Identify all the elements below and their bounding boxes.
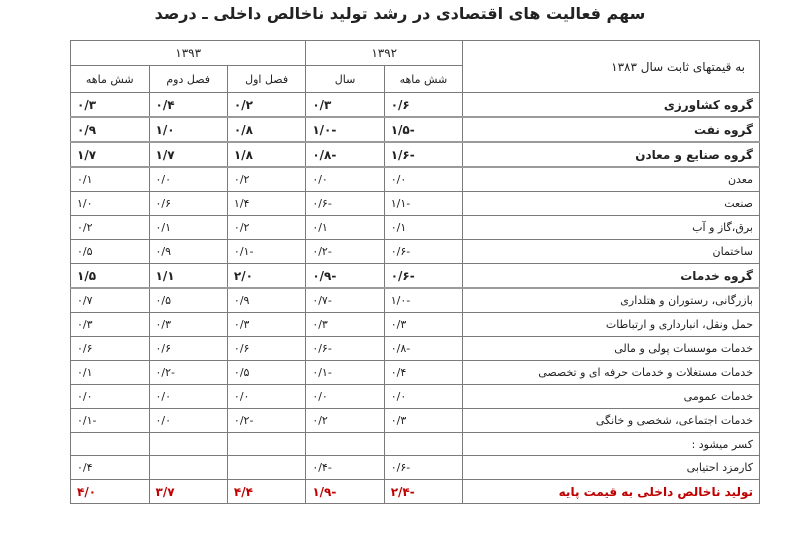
cell-value: ۰/۳ (71, 313, 150, 337)
cell-value: -۰/۶ (384, 240, 462, 264)
cell-value: ۰/۴ (71, 456, 150, 480)
page-title: سهم فعالیت های اقتصادی در رشد تولید ناخالص داخلی ـ درصد (154, 4, 646, 23)
cell-value: -۱/۵ (384, 117, 462, 142)
cell-value: -۰/۲ (227, 409, 305, 433)
cell-value: ۰/۵ (227, 361, 305, 385)
cell-value: ۰/۷ (71, 288, 150, 313)
table-row (71, 117, 760, 142)
cell-value: ۰/۶ (71, 337, 150, 361)
cell-value: -۱/۰ (384, 288, 462, 313)
table-row (71, 167, 760, 192)
cell-value: ۰/۵ (71, 240, 150, 264)
row-label: برق،گاز و آب (463, 216, 760, 240)
row-label: بازرگانی، رستوران و هتلداری (463, 288, 760, 313)
table-row (71, 240, 760, 264)
cell-value: -۰/۸ (384, 337, 462, 361)
cell-value: ۰/۱ (306, 216, 384, 240)
row-label: خدمات اجتماعی، شخصی و خانگی (463, 409, 760, 433)
cell-value (149, 456, 227, 480)
row-label: حمل ونقل، انبارداری و ارتباطات (463, 313, 760, 337)
cell-value: ۰/۲ (227, 216, 305, 240)
row-label: ساختمان (463, 240, 760, 264)
cell-value: ۰/۵ (149, 288, 227, 313)
table-row (71, 361, 760, 385)
cell-value: ۱/۰ (149, 117, 227, 142)
cell-value: ۰/۸ (227, 117, 305, 142)
cell-value: ۰/۳ (306, 93, 384, 118)
cell-value: ۱/۷ (149, 142, 227, 167)
total-value: ۴/۴ (227, 480, 305, 504)
cell-value: -۰/۶ (306, 337, 384, 361)
table-row (71, 337, 760, 361)
header-year-1393: ۱۳۹۳ (71, 41, 306, 66)
table-row (71, 409, 760, 433)
row-label: کارمزد احتیابی (463, 456, 760, 480)
table-row (71, 93, 760, 118)
cell-value: ۰/۳ (71, 93, 150, 118)
cell-value: ۰/۰ (71, 385, 150, 409)
cell-value: ۰/۳ (384, 313, 462, 337)
cell-value: ۲/۰ (227, 264, 305, 289)
cell-value: -۰/۶ (384, 456, 462, 480)
deduct-row (71, 433, 760, 456)
cell-value: ۰/۱ (384, 216, 462, 240)
cell-value: ۰/۰ (227, 385, 305, 409)
total-value: ۴/۰ (71, 480, 150, 504)
cell-value: ۰/۳ (227, 313, 305, 337)
cell-value: ۰/۰ (149, 385, 227, 409)
cell-value: ۰/۳ (306, 313, 384, 337)
cell-value: ۰/۲ (227, 167, 305, 192)
cell-value: ۰/۰ (306, 167, 384, 192)
cell-value: ۱/۷ (71, 142, 150, 167)
fisim-row (71, 456, 760, 480)
table-row (71, 216, 760, 240)
total-label: تولید ناخالص داخلی به قیمت پایه (463, 480, 760, 504)
row-label: گروه صنایع و معادن (463, 142, 760, 167)
row-label: خدمات مستغلات و خدمات حرفه ای و تخصصی (463, 361, 760, 385)
cell-value: ۰/۲ (306, 409, 384, 433)
cell-value: ۰/۲ (71, 216, 150, 240)
cell-value: ۰/۶ (227, 337, 305, 361)
table-row (71, 142, 760, 167)
table-row (71, 313, 760, 337)
cell-value: -۰/۶ (306, 192, 384, 216)
cell-value: ۰/۰ (149, 409, 227, 433)
cell-value: ۰/۴ (384, 361, 462, 385)
cell-value: ۰/۰ (384, 167, 462, 192)
cell-value: ۰/۱ (71, 361, 150, 385)
cell-value: ۱/۵ (71, 264, 150, 289)
cell-value: -۱/۰ (306, 117, 384, 142)
table-row (71, 264, 760, 289)
header-1393-six-month: شش ماهه (71, 66, 150, 93)
cell-value: ۱/۸ (227, 142, 305, 167)
cell-value: ۰/۰ (306, 385, 384, 409)
header-1393-q1: فصل اول (227, 66, 305, 93)
row-label: صنعت (463, 192, 760, 216)
table-row (71, 192, 760, 216)
row-label: معدن (463, 167, 760, 192)
cell-value: -۰/۹ (306, 264, 384, 289)
cell-value: ۰/۴ (149, 93, 227, 118)
cell-value: -۰/۷ (306, 288, 384, 313)
row-label: خدمات موسسات پولی و مالی (463, 337, 760, 361)
cell-value: ۱/۱ (149, 264, 227, 289)
cell-value: ۰/۳ (384, 409, 462, 433)
header-corner: به قیمتهای ثابت سال ۱۳۸۳ (463, 41, 760, 93)
cell-value: -۰/۸ (306, 142, 384, 167)
cell-value: ۰/۰ (149, 167, 227, 192)
gdp-contribution-table (70, 40, 760, 504)
row-label: خدمات عمومی (463, 385, 760, 409)
total-value: ۳/۷ (149, 480, 227, 504)
total-value: -۱/۹ (306, 480, 384, 504)
cell-value: ۰/۶ (149, 192, 227, 216)
cell-value: -۰/۱ (306, 361, 384, 385)
header-year-1392: ۱۳۹۲ (306, 41, 463, 66)
cell-value: -۰/۱ (71, 409, 150, 433)
cell-value (227, 456, 305, 480)
cell-value: -۰/۴ (306, 456, 384, 480)
header-1393-q2: فصل دوم (149, 66, 227, 93)
cell-value: ۱/۴ (227, 192, 305, 216)
cell-value: ۰/۶ (384, 93, 462, 118)
total-row (71, 480, 760, 504)
table-row (71, 385, 760, 409)
header-1392-six-month: شش ماهه (384, 66, 462, 93)
cell-value: -۰/۲ (306, 240, 384, 264)
deduct-label: کسر میشود : (463, 433, 760, 456)
cell-value: -۱/۱ (384, 192, 462, 216)
cell-value: ۰/۹ (227, 288, 305, 313)
table-row (71, 288, 760, 313)
row-label: گروه نفت (463, 117, 760, 142)
cell-value: -۱/۶ (384, 142, 462, 167)
cell-value: ۰/۹ (149, 240, 227, 264)
cell-value: -۰/۱ (227, 240, 305, 264)
cell-value: ۰/۶ (149, 337, 227, 361)
cell-value: ۰/۲ (227, 93, 305, 118)
cell-value: -۰/۶ (384, 264, 462, 289)
header-1392-year: سال (306, 66, 384, 93)
row-label: گروه خدمات (463, 264, 760, 289)
cell-value: ۱/۰ (71, 192, 150, 216)
cell-value: ۰/۹ (71, 117, 150, 142)
cell-value: ۰/۰ (384, 385, 462, 409)
total-value: -۲/۴ (384, 480, 462, 504)
cell-value: ۰/۱ (71, 167, 150, 192)
cell-value: ۰/۱ (149, 216, 227, 240)
cell-value: -۰/۲ (149, 361, 227, 385)
cell-value: ۰/۳ (149, 313, 227, 337)
row-label: گروه کشاورزی (463, 93, 760, 118)
